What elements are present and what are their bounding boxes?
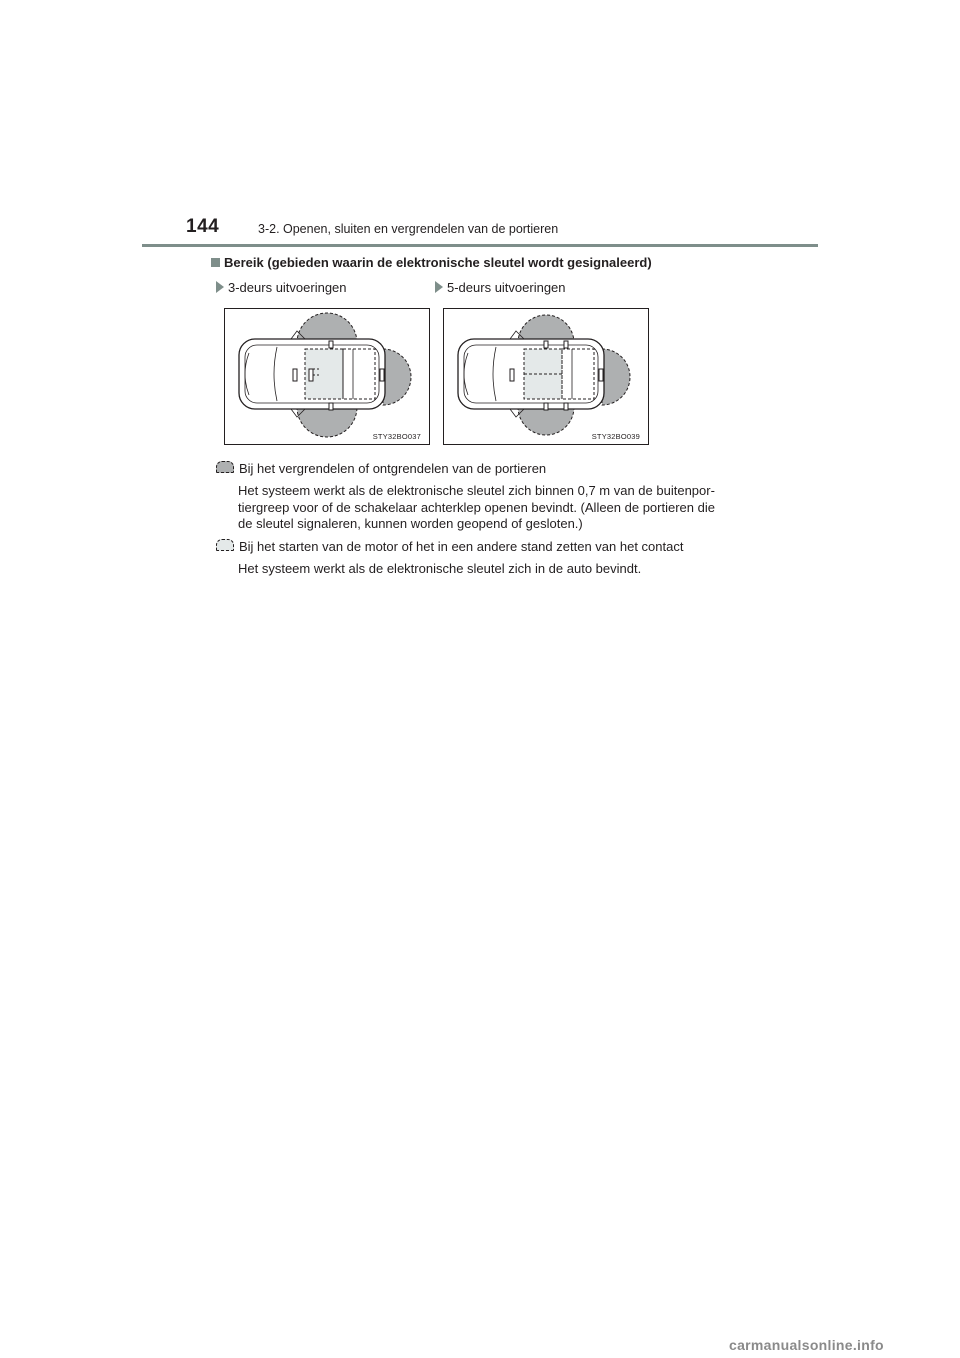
legend-item-interior	[216, 539, 683, 554]
paragraph-line: Het systeem werkt als de elektronische sleutel zich binnen 0,7 m van de buitenpor-	[238, 483, 715, 498]
variant-label-text: 3-deurs uitvoeringen	[228, 280, 347, 295]
footer-watermark[interactable]: carmanualsonline.info	[729, 1337, 884, 1353]
section-heading-text: Bereik (gebieden waarin de elektronische sleutel wordt gesignaleerd)	[224, 255, 652, 270]
exterior-zone-swatch-icon	[216, 461, 234, 473]
square-bullet-icon	[211, 258, 220, 267]
section-heading	[211, 255, 652, 270]
car-range-diagram-5door-icon	[444, 309, 650, 446]
legend-description-exterior	[238, 483, 758, 533]
variant-label-3door	[216, 280, 347, 295]
variant-label-text: 5-deurs uitvoeringen	[447, 280, 566, 295]
triangle-bullet-icon	[435, 281, 443, 293]
header-title: 3-2. Openen, sluiten en vergrendelen van de portieren	[258, 222, 559, 236]
legend-description-interior	[238, 561, 758, 578]
variant-label-5door	[435, 280, 566, 295]
legend-title: Bij het starten van de motor of het in een andere stand zetten van het contact	[239, 539, 684, 554]
car-range-diagram-3door-icon	[225, 309, 431, 446]
page-number: 144	[186, 216, 220, 237]
triangle-bullet-icon	[216, 281, 224, 293]
legend-title: Bij het vergrendelen of ontgrendelen van de portieren	[239, 461, 547, 476]
interior-zone-swatch-icon	[216, 539, 234, 551]
paragraph-line: de sleutel signaleren, kunnen worden geopend of gesloten.)	[238, 516, 583, 531]
header-rule	[142, 244, 818, 247]
figure-code: STY32BO037	[372, 432, 421, 441]
paragraph-line: Het systeem werkt als de elektronische sleutel zich in de auto bevindt.	[238, 561, 642, 576]
figure-5door	[443, 308, 649, 445]
figure-3door	[224, 308, 430, 445]
figure-code: STY32BO039	[591, 432, 640, 441]
legend-item-exterior	[216, 461, 546, 476]
paragraph-line: tiergreep voor of de schakelaar achterklep openen bevindt. (Alleen de portieren die	[238, 499, 715, 515]
